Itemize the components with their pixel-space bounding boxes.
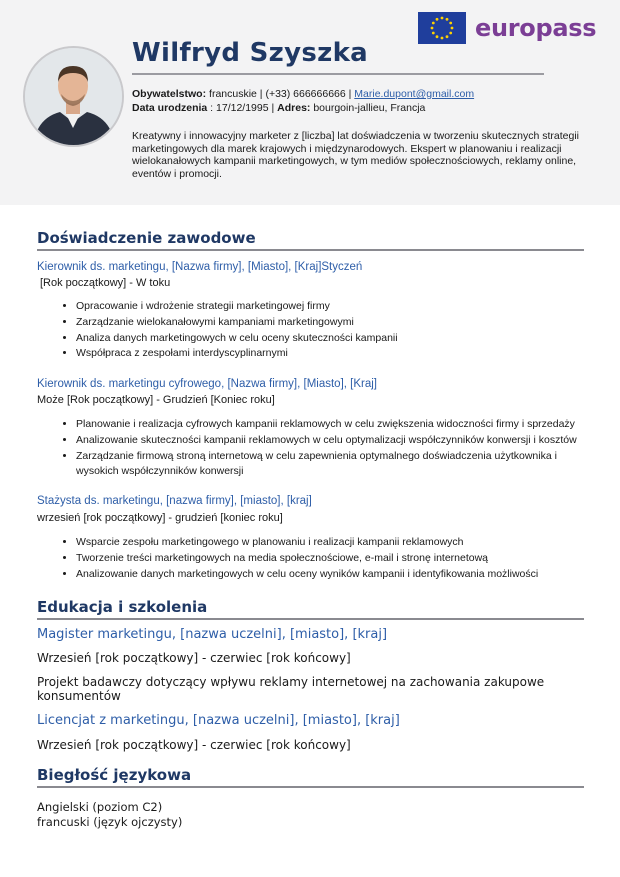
list-item: • Opracowanie i wdrożenie strategii marketingowej firmy [76,299,596,315]
list-item: • Współpraca z zespołami interdyscyplinarnymi [76,346,596,362]
education-dates: Wrzesień [rok początkowy] - czerwiec [rok końcowy] [37,651,351,665]
citizenship-value: francuskie | (+33) 666666666 | [206,88,355,100]
education-detail: Projekt badawczy dotyczący wpływu reklamy internetowej na zachowania zakupowe konsumentów [37,675,545,703]
address-label: Adres: [277,102,311,114]
list-item: • Analiza danych marketingowych w celu oceny skuteczności kampanii [76,331,596,347]
contact-line-1 [132,88,474,100]
birth-value: : 17/12/1995 | [207,102,278,114]
job-dates: wrzesień [rok początkowy] - grudzień [koniec roku] [37,512,283,524]
person-name: Wilfryd Szyszka [132,38,368,68]
section-title-experience: Doświadczenie zawodowe [37,229,256,247]
job-bullet-list [56,535,596,582]
list-item: • Analizowanie skuteczności kampanii reklamowych w celu optymalizacji współczynników konwersji i kosztów [76,433,596,449]
section-title-languages: Biegłość językowa [37,766,192,784]
list-item: • Wsparcie zespołu marketingowego w planowaniu i realizacji kampanii reklamowych [76,535,596,551]
job-dates: Może [Rok początkowy] - Grudzień [Koniec roku] [37,394,275,406]
profile-photo [23,46,124,147]
address-value: bourgoin-jallieu, Francja [310,102,426,114]
section-divider [37,786,584,788]
list-item: • Tworzenie treści marketingowych na media społecznościowe, e-mail i stronę internetową [76,551,596,567]
eu-flag-icon [418,12,466,44]
list-item: • Zarządzanie wielokanałowymi kampaniami marketingowymi [76,315,596,331]
section-title-education: Edukacja i szkolenia [37,598,208,616]
job-title: Kierownik ds. marketingu cyfrowego, [Nazwa firmy], [Miasto], [Kraj] [37,378,377,390]
job-title: Kierownik ds. marketingu, [Nazwa firmy], [Miasto], [Kraj]Styczeń [37,261,363,273]
language-item: francuski (język ojczysty) [37,815,183,829]
contact-line-2 [132,102,425,114]
education-dates: Wrzesień [rok początkowy] - czerwiec [rok końcowy] [37,738,351,752]
list-item: • Planowanie i realizacja cyfrowych kampanii reklamowych w celu zwiększenia widoczności firmy i sprzedaży [76,417,596,433]
profile-summary: Kreatywny i innowacyjny marketer z [liczba] lat doświadczenia w tworzeniu skutecznych strategii marketingowych dla marek krajowych i międzynarodowych. Ekspert w planowaniu i realizacji wielokanałowych kampanii marketingowych, w tym mediów społecznościowych, reklamy online, eventów i promocji. [132,130,580,180]
job-bullet-list [56,417,596,480]
citizenship-label: Obywatelstwo: [132,88,207,100]
birth-label: Data urodzenia [132,102,208,114]
language-item: Angielski (poziom C2) [37,800,163,814]
section-divider [37,249,584,251]
name-divider [132,73,544,75]
job-title: Stażysta ds. marketingu, [nazwa firmy], [miasto], [kraj] [37,495,312,507]
job-bullet-list [56,299,596,362]
education-title: Licencjat z marketingu, [nazwa uczelni], [miasto], [kraj] [37,713,400,728]
education-title: Magister marketingu, [nazwa uczelni], [miasto], [kraj] [37,627,388,642]
europass-logo: europass [475,14,597,42]
job-dates: [Rok początkowy] - W toku [40,277,171,289]
email-link[interactable]: Marie.dupont@gmail.com [354,88,475,100]
list-item: • Zarządzanie firmową stroną internetową w celu zapewnienia optymalnego doświadczenia użytkownika i wysokich współczynników konwersji [76,449,596,481]
list-item: • Analizowanie danych marketingowych w celu oceny wyników kampanii i identyfikowania możliwości [76,567,596,583]
section-divider [37,618,584,620]
